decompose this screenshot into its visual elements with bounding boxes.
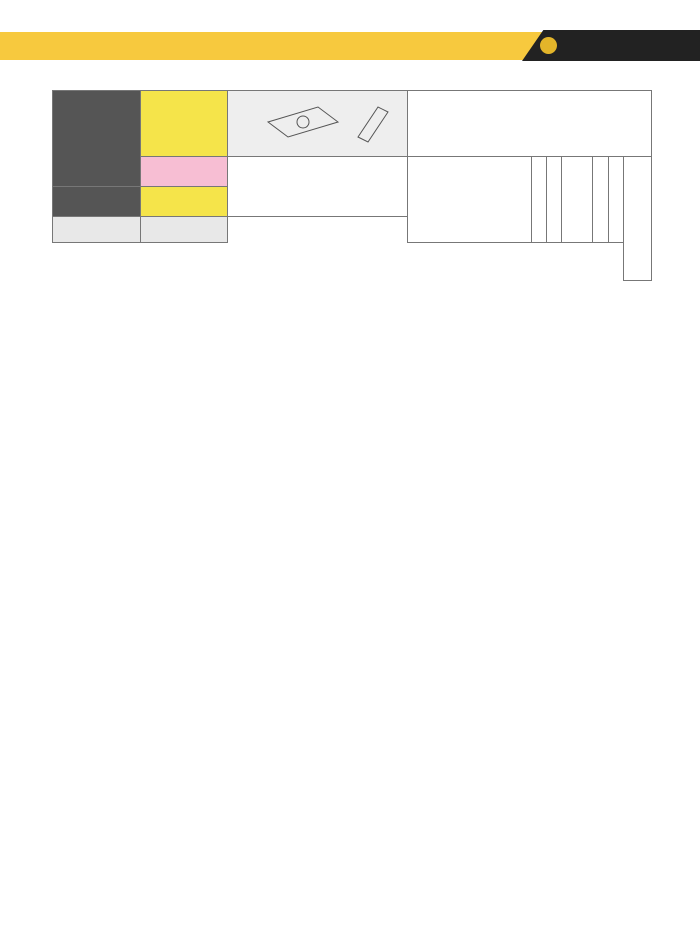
geometry-legend <box>227 157 408 217</box>
angle-35 <box>141 91 227 157</box>
metal-group <box>547 157 562 243</box>
col-shape <box>53 217 141 243</box>
logo-icon <box>540 37 557 54</box>
cvd-group <box>593 157 608 243</box>
hole-label <box>141 187 227 217</box>
type-code <box>53 91 141 187</box>
geometry-diagram <box>227 91 408 157</box>
col-model <box>141 217 227 243</box>
angle-11 <box>141 157 227 187</box>
holder-group <box>624 157 652 281</box>
cermet-group <box>531 157 546 243</box>
product-table <box>52 90 652 281</box>
metal-coat-group <box>562 157 593 243</box>
ceramic-group <box>608 157 623 243</box>
material-legend <box>408 91 652 157</box>
pvd-group <box>408 157 531 243</box>
